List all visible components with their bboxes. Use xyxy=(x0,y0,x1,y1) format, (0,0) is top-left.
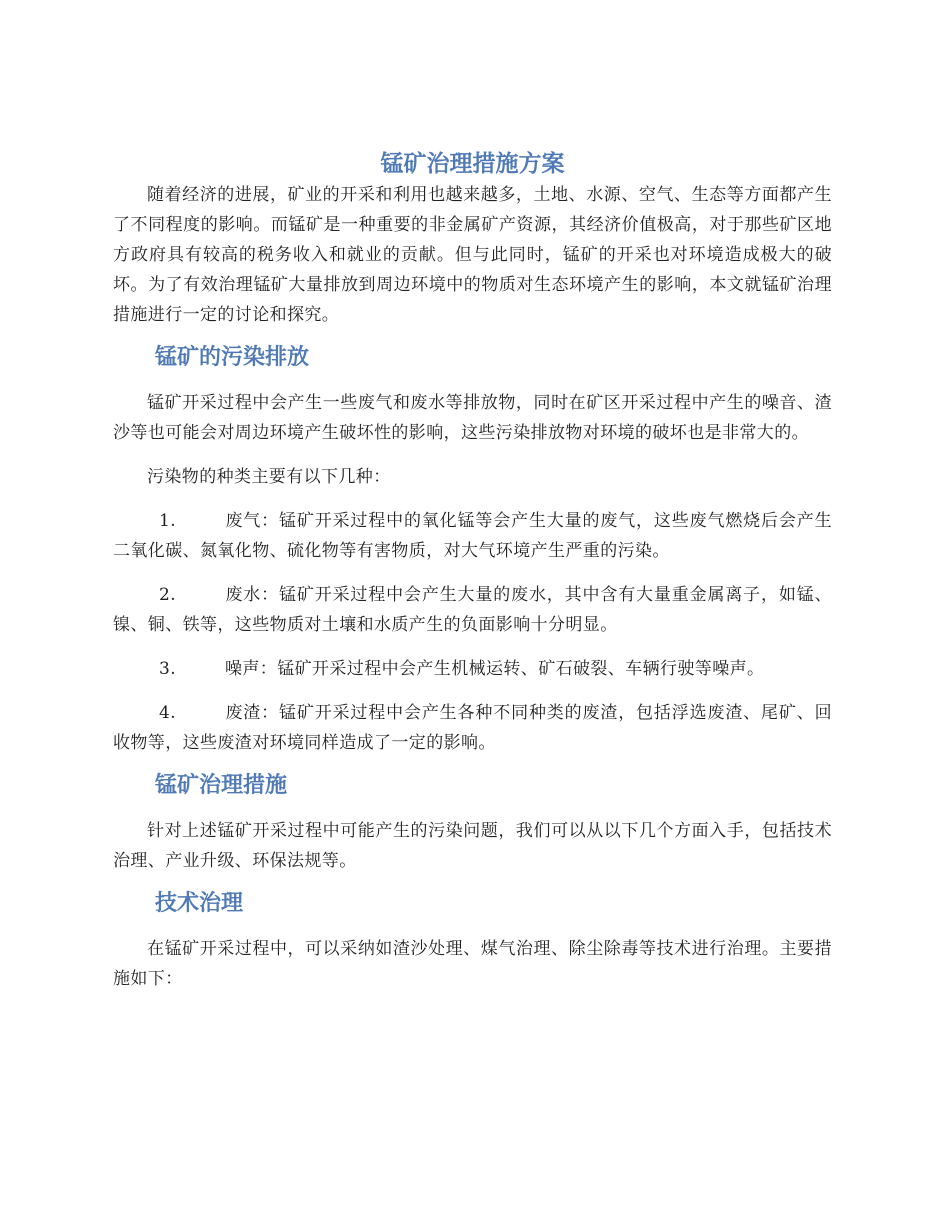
list-item xyxy=(113,698,832,758)
section-heading-pollution: 锰矿的污染排放 xyxy=(155,345,310,370)
list-item-text: 废渣：锰矿开采过程中会产生各种不同种类的废渣，包括浮选废渣、尾矿、回收物等，这些废渣对环境同样造成了一定的影响。 xyxy=(113,703,832,753)
list-item-text: 废水：锰矿开采过程中会产生大量的废水，其中含有大量重金属离子，如锰、镍、铜、铁等，这些物质对土壤和水质产生的负面影响十分明显。 xyxy=(113,585,832,635)
list-item-number: 1. xyxy=(159,511,177,531)
intro-paragraph: 随着经济的进展，矿业的开采和利用也越来越多，土地、水源、空气、生态等方面都产生了不同程度的影响。而锰矿是一种重要的非金属矿产资源，其经济价值极高，对于那些矿区地方政府具有较高的税务收入和就业的贡献。但与此同时，锰矿的开采也对环境造成极大的破坏。为了有效治理锰矿大量排放到周边环境中的物质对生态环境产生的影响，本文就锰矿治理措施进行一定的讨论和探究。 xyxy=(113,185,832,325)
section-heading-technical: 技术治理 xyxy=(155,891,244,916)
list-item-text: 噪声：锰矿开采过程中会产生机械运转、矿石破裂、车辆行驶等噪声。 xyxy=(225,659,765,679)
list-item-number: 3. xyxy=(159,659,177,679)
pollution-paragraph: 锰矿开采过程中会产生一些废气和废水等排放物，同时在矿区开采过程中产生的噪音、渣沙等也可能会对周边环境产生破坏性的影响，这些污染排放物对环境的破坏也是非常大的。 xyxy=(113,393,832,443)
list-item xyxy=(113,654,832,684)
document-title: 锰矿治理措施方案 xyxy=(380,151,565,177)
section-heading-measures: 锰矿治理措施 xyxy=(155,773,288,798)
list-item xyxy=(113,506,832,566)
measures-paragraph: 针对上述锰矿开采过程中可能产生的污染问题，我们可以从以下几个方面入手，包括技术治理、产业升级、环保法规等。 xyxy=(113,821,832,871)
technical-paragraph: 在锰矿开采过程中，可以采纳如渣沙处理、煤气治理、除尘除毒等技术进行治理。主要措施如下： xyxy=(113,939,832,989)
list-item-number: 4. xyxy=(159,703,177,723)
list-item-text: 废气：锰矿开采过程中的氧化锰等会产生大量的废气，这些废气燃烧后会产生二氧化碳、氮氧化物、硫化物等有害物质，对大气环境产生严重的污染。 xyxy=(113,511,832,561)
list-item-number: 2. xyxy=(159,585,177,605)
list-item xyxy=(113,580,832,640)
pollution-types-intro: 污染物的种类主要有以下几种： xyxy=(147,467,391,487)
